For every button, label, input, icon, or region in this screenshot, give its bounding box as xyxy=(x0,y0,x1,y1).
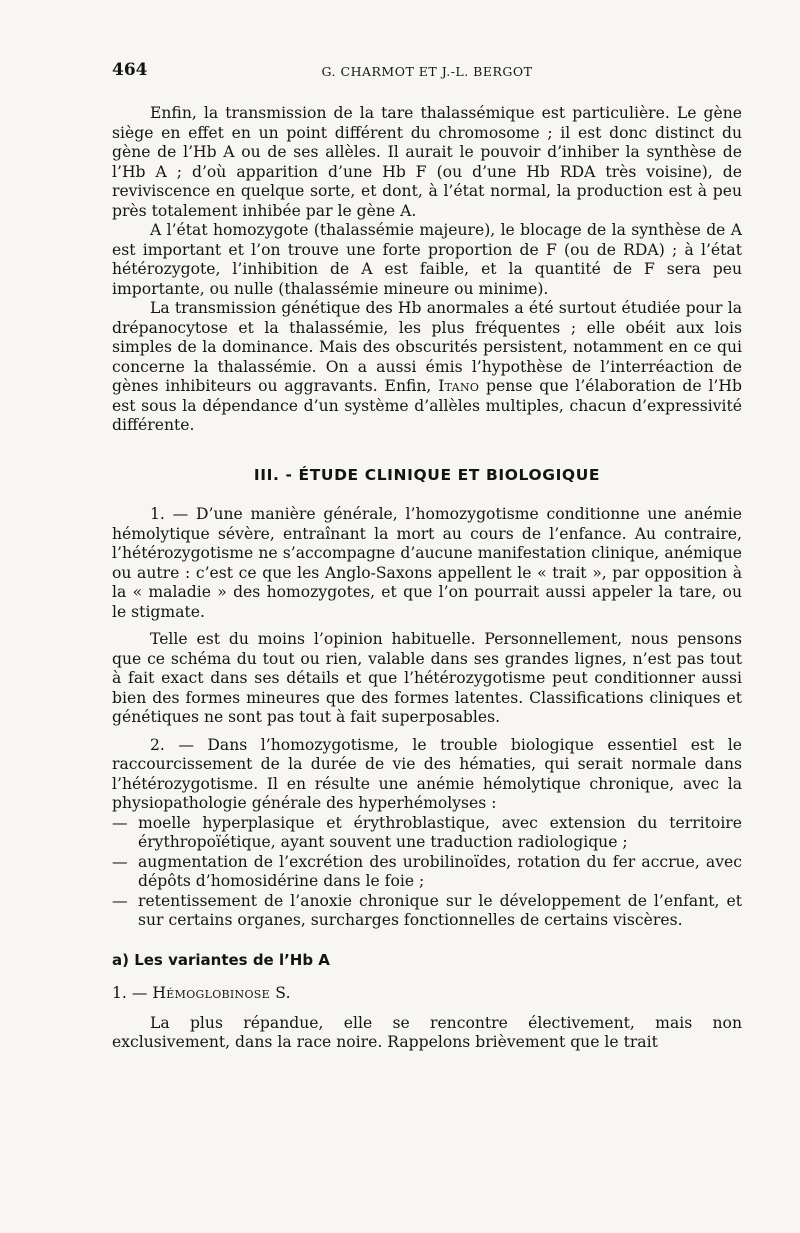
paragraph: Enfin, la transmission de la tare thalassémique est particulière. Le gène siège en effet en un point différent du chromosome ; il est donc distinct du gène de l’Hb A ou de ses allèles. Il aurait le pouvoir d’inhiber la synthèse de l’Hb A ; d’où apparition d’une Hb F (ou d’une Hb RDA très voisine), de reviviscence en quelque sorte, et dont, à l’état normal, la production est à peu près totalement inhibée par le gène A. xyxy=(112,104,742,220)
subsection-heading: a) Les variantes de l’Hb A xyxy=(112,950,330,969)
paragraph: 1. — D’une manière générale, l’homozygotisme conditionne une anémie hémolytique sévère, entraînant la mort au cours de l’enfance. Au contraire, l’hétérozygotisme ne s’accompagne d’aucune manifestation clinique, anémique ou autre : c’est ce que les Anglo-Saxons appellent le « trait », par opposition à la « maladie » des homozygotes, et que l’on pourrait aussi appeler la tare, ou le stigmate. xyxy=(112,505,742,621)
item-number: 1. — xyxy=(112,984,148,1002)
paragraph: Telle est du moins l’opinion habituelle. Personnellement, nous pensons que ce schéma du tout ou rien, valable dans ses grandes lignes, n’est pas tout à fait exact dans ses détails et que l’hétérozygotisme peut conditionner aussi bien des formes mineures que des formes latentes. Classifications cliniques et génétiques ne sont pas tout à fait superposables. xyxy=(112,630,742,726)
dash-marker: — xyxy=(112,813,128,832)
item-heading xyxy=(112,984,742,1004)
paragraph: A l’état homozygote (thalassémie majeure), le blocage de la synthèse de A est important et l’on trouve une forte proportion de F (ou de RDA) ; à l’état hétérozygote, l’inhibition de A est faible, et la quantité de F sera peu importante, ou nulle (thalassémie mineure ou minime). xyxy=(112,221,742,298)
author-name: Itano xyxy=(438,377,480,395)
paragraph-text: pense que l’élaboration de l’Hb est sous la dépendance d’un système d’allèles multiples, chacun d’expressivité différente. xyxy=(112,377,742,434)
list-item xyxy=(112,853,742,892)
running-head: G. CHARMOT ET J.-L. BERGOT xyxy=(321,64,533,79)
paragraph: 2. — Dans l’homozygotisme, le trouble biologique essentiel est le raccourcissement de la durée de vie des hématies, qui serait normale dans l’hétérozygotisme. Il en résulte une anémie hémolytique chronique, avec la physiopathologie générale des hyperhémolyses : xyxy=(112,735,742,812)
section-heading: III. - ÉTUDE CLINIQUE ET BIOLOGIQUE xyxy=(253,465,601,484)
list-item xyxy=(112,814,742,853)
paragraph: La plus répandue, elle se rencontre électivement, mais non exclusivement, dans la race noire. Rappelons brièvement que le trait xyxy=(112,1013,742,1051)
dash-marker: — xyxy=(112,852,128,871)
page-header xyxy=(112,60,742,84)
item-title: Hémoglobinose S. xyxy=(152,984,291,1002)
list-item-text: moelle hyperplasique et érythroblastique, avec extension du territoire érythropoïétique, ayant souvent une traduction radiologique ; xyxy=(138,813,742,851)
page-number: 464 xyxy=(112,60,148,80)
paragraph-text: La transmission génétique des Hb anormales a été surtout étudiée pour la drépanocytose et la thalassémie, les plus fréquentes ; elle obéit aux lois simples de la dominance. Mais des obscurités persistent, notamment en ce qui concerne la thalassémie. On a aussi émis l’hypothèse de l’interréaction de gènes inhibiteurs ou aggravants. Enfin, xyxy=(112,299,742,395)
dash-marker: — xyxy=(112,891,128,910)
body-text xyxy=(112,104,742,1053)
list-item-text: augmentation de l’excrétion des urobilinoïdes, rotation du fer accrue, avec dépôts d’homosidérine dans le foie ; xyxy=(138,852,742,890)
paragraph xyxy=(112,299,742,436)
list-item-text: retentissement de l’anoxie chronique sur le développement de l’enfant, et sur certains organes, surcharges fonctionnelles de certains viscères. xyxy=(138,891,742,929)
list-item xyxy=(112,892,742,931)
